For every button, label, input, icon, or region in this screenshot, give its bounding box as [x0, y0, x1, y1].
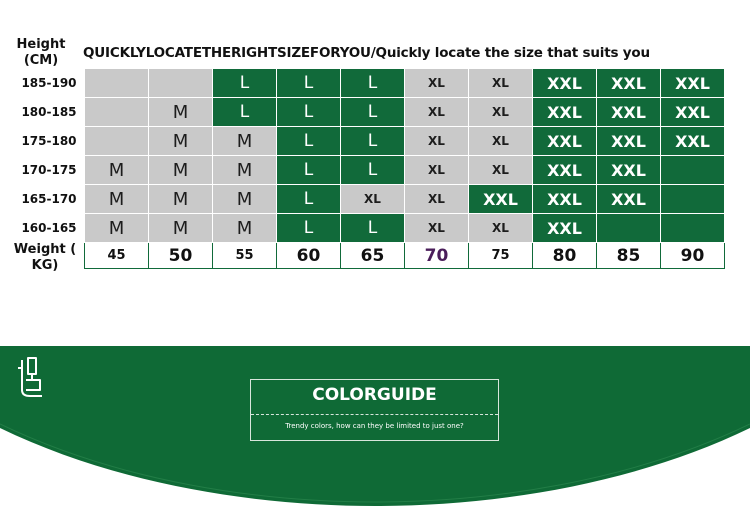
size-cell: M — [213, 156, 277, 185]
size-cell: XL — [469, 98, 533, 127]
weight-cell: 50 — [149, 243, 213, 269]
size-cell: XXL — [597, 185, 661, 214]
color-guide-box — [250, 379, 499, 441]
size-cell: XL — [469, 69, 533, 98]
size-cell: XL — [469, 156, 533, 185]
size-cell: XXL — [533, 69, 597, 98]
size-cell: L — [277, 127, 341, 156]
weight-row — [85, 243, 725, 269]
size-cell: XXL — [469, 185, 533, 214]
height-label-0: 185-190 — [21, 76, 77, 90]
size-cell: L — [213, 69, 277, 98]
size-cell: XXL — [661, 98, 725, 127]
weight-cell: 60 — [277, 243, 341, 269]
height-label-4: 165-170 — [21, 192, 77, 206]
height-row-labels — [14, 68, 84, 242]
size-cell: L — [341, 98, 405, 127]
size-cell: L — [277, 185, 341, 214]
height-label-2: 175-180 — [21, 134, 77, 148]
height-axis-label: Height (CM) — [16, 37, 66, 68]
size-cell: M — [149, 127, 213, 156]
size-cell: XXL — [661, 127, 725, 156]
size-cell: L — [277, 69, 341, 98]
size-cell: M — [149, 156, 213, 185]
size-cell — [661, 214, 725, 243]
size-cell: XXL — [533, 214, 597, 243]
size-cell — [149, 69, 213, 98]
size-cell: XL — [405, 156, 469, 185]
size-row — [85, 98, 725, 127]
size-cell: L — [341, 156, 405, 185]
size-cell: XXL — [597, 127, 661, 156]
size-cell: XXL — [597, 69, 661, 98]
size-cell: M — [85, 185, 149, 214]
size-cell: XL — [405, 98, 469, 127]
size-cell: XXL — [533, 185, 597, 214]
size-cell: XL — [341, 185, 405, 214]
size-cell — [661, 185, 725, 214]
color-guide-divider — [251, 414, 498, 415]
size-cell — [85, 98, 149, 127]
size-cell: XL — [405, 185, 469, 214]
size-cell: XXL — [597, 156, 661, 185]
color-guide-title: COLORGUIDE — [312, 385, 437, 405]
weight-cell: 85 — [597, 243, 661, 269]
size-cell: XL — [469, 214, 533, 243]
size-cell: M — [213, 127, 277, 156]
height-label-3: 170-175 — [21, 163, 77, 177]
size-cell: L — [213, 98, 277, 127]
size-cell — [85, 69, 149, 98]
size-cell: L — [277, 98, 341, 127]
size-row — [85, 214, 725, 243]
size-grid — [84, 68, 725, 269]
size-cell — [597, 214, 661, 243]
size-cell: M — [85, 214, 149, 243]
size-row — [85, 127, 725, 156]
weight-cell: 80 — [533, 243, 597, 269]
size-cell: XL — [469, 127, 533, 156]
size-cell: L — [277, 156, 341, 185]
size-cell: M — [213, 214, 277, 243]
weight-cell: 65 — [341, 243, 405, 269]
size-cell: M — [85, 156, 149, 185]
weight-cell: 45 — [85, 243, 149, 269]
size-row — [85, 69, 725, 98]
color-guide-subtitle: Trendy colors, how can they be limited to just one? — [285, 422, 464, 430]
size-cell: L — [277, 214, 341, 243]
size-cell: M — [149, 98, 213, 127]
size-cell: XXL — [661, 69, 725, 98]
chart-headline: QUICKLYLOCATETHERIGHTSIZEFORYOU/Quickly locate the size that suits you — [83, 45, 650, 61]
size-cell: XXL — [533, 156, 597, 185]
size-row — [85, 185, 725, 214]
size-cell: XXL — [597, 98, 661, 127]
height-label-1: 180-185 — [21, 105, 77, 119]
weight-cell: 90 — [661, 243, 725, 269]
size-cell: L — [341, 69, 405, 98]
size-cell: M — [213, 185, 277, 214]
size-cell: XXL — [533, 127, 597, 156]
size-cell: M — [149, 214, 213, 243]
size-cell: L — [341, 214, 405, 243]
weight-axis-label: Weight ( KG) — [13, 242, 77, 273]
size-row — [85, 156, 725, 185]
size-cell: XL — [405, 127, 469, 156]
weight-cell: 70 — [405, 243, 469, 269]
size-cell — [661, 156, 725, 185]
size-cell: M — [149, 185, 213, 214]
size-cell: XL — [405, 214, 469, 243]
size-cell — [85, 127, 149, 156]
size-cell: XL — [405, 69, 469, 98]
weight-cell: 75 — [469, 243, 533, 269]
brand-logo-icon — [12, 354, 46, 400]
size-cell: L — [341, 127, 405, 156]
height-label-5: 160-165 — [21, 221, 77, 235]
size-cell: XXL — [533, 98, 597, 127]
weight-cell: 55 — [213, 243, 277, 269]
